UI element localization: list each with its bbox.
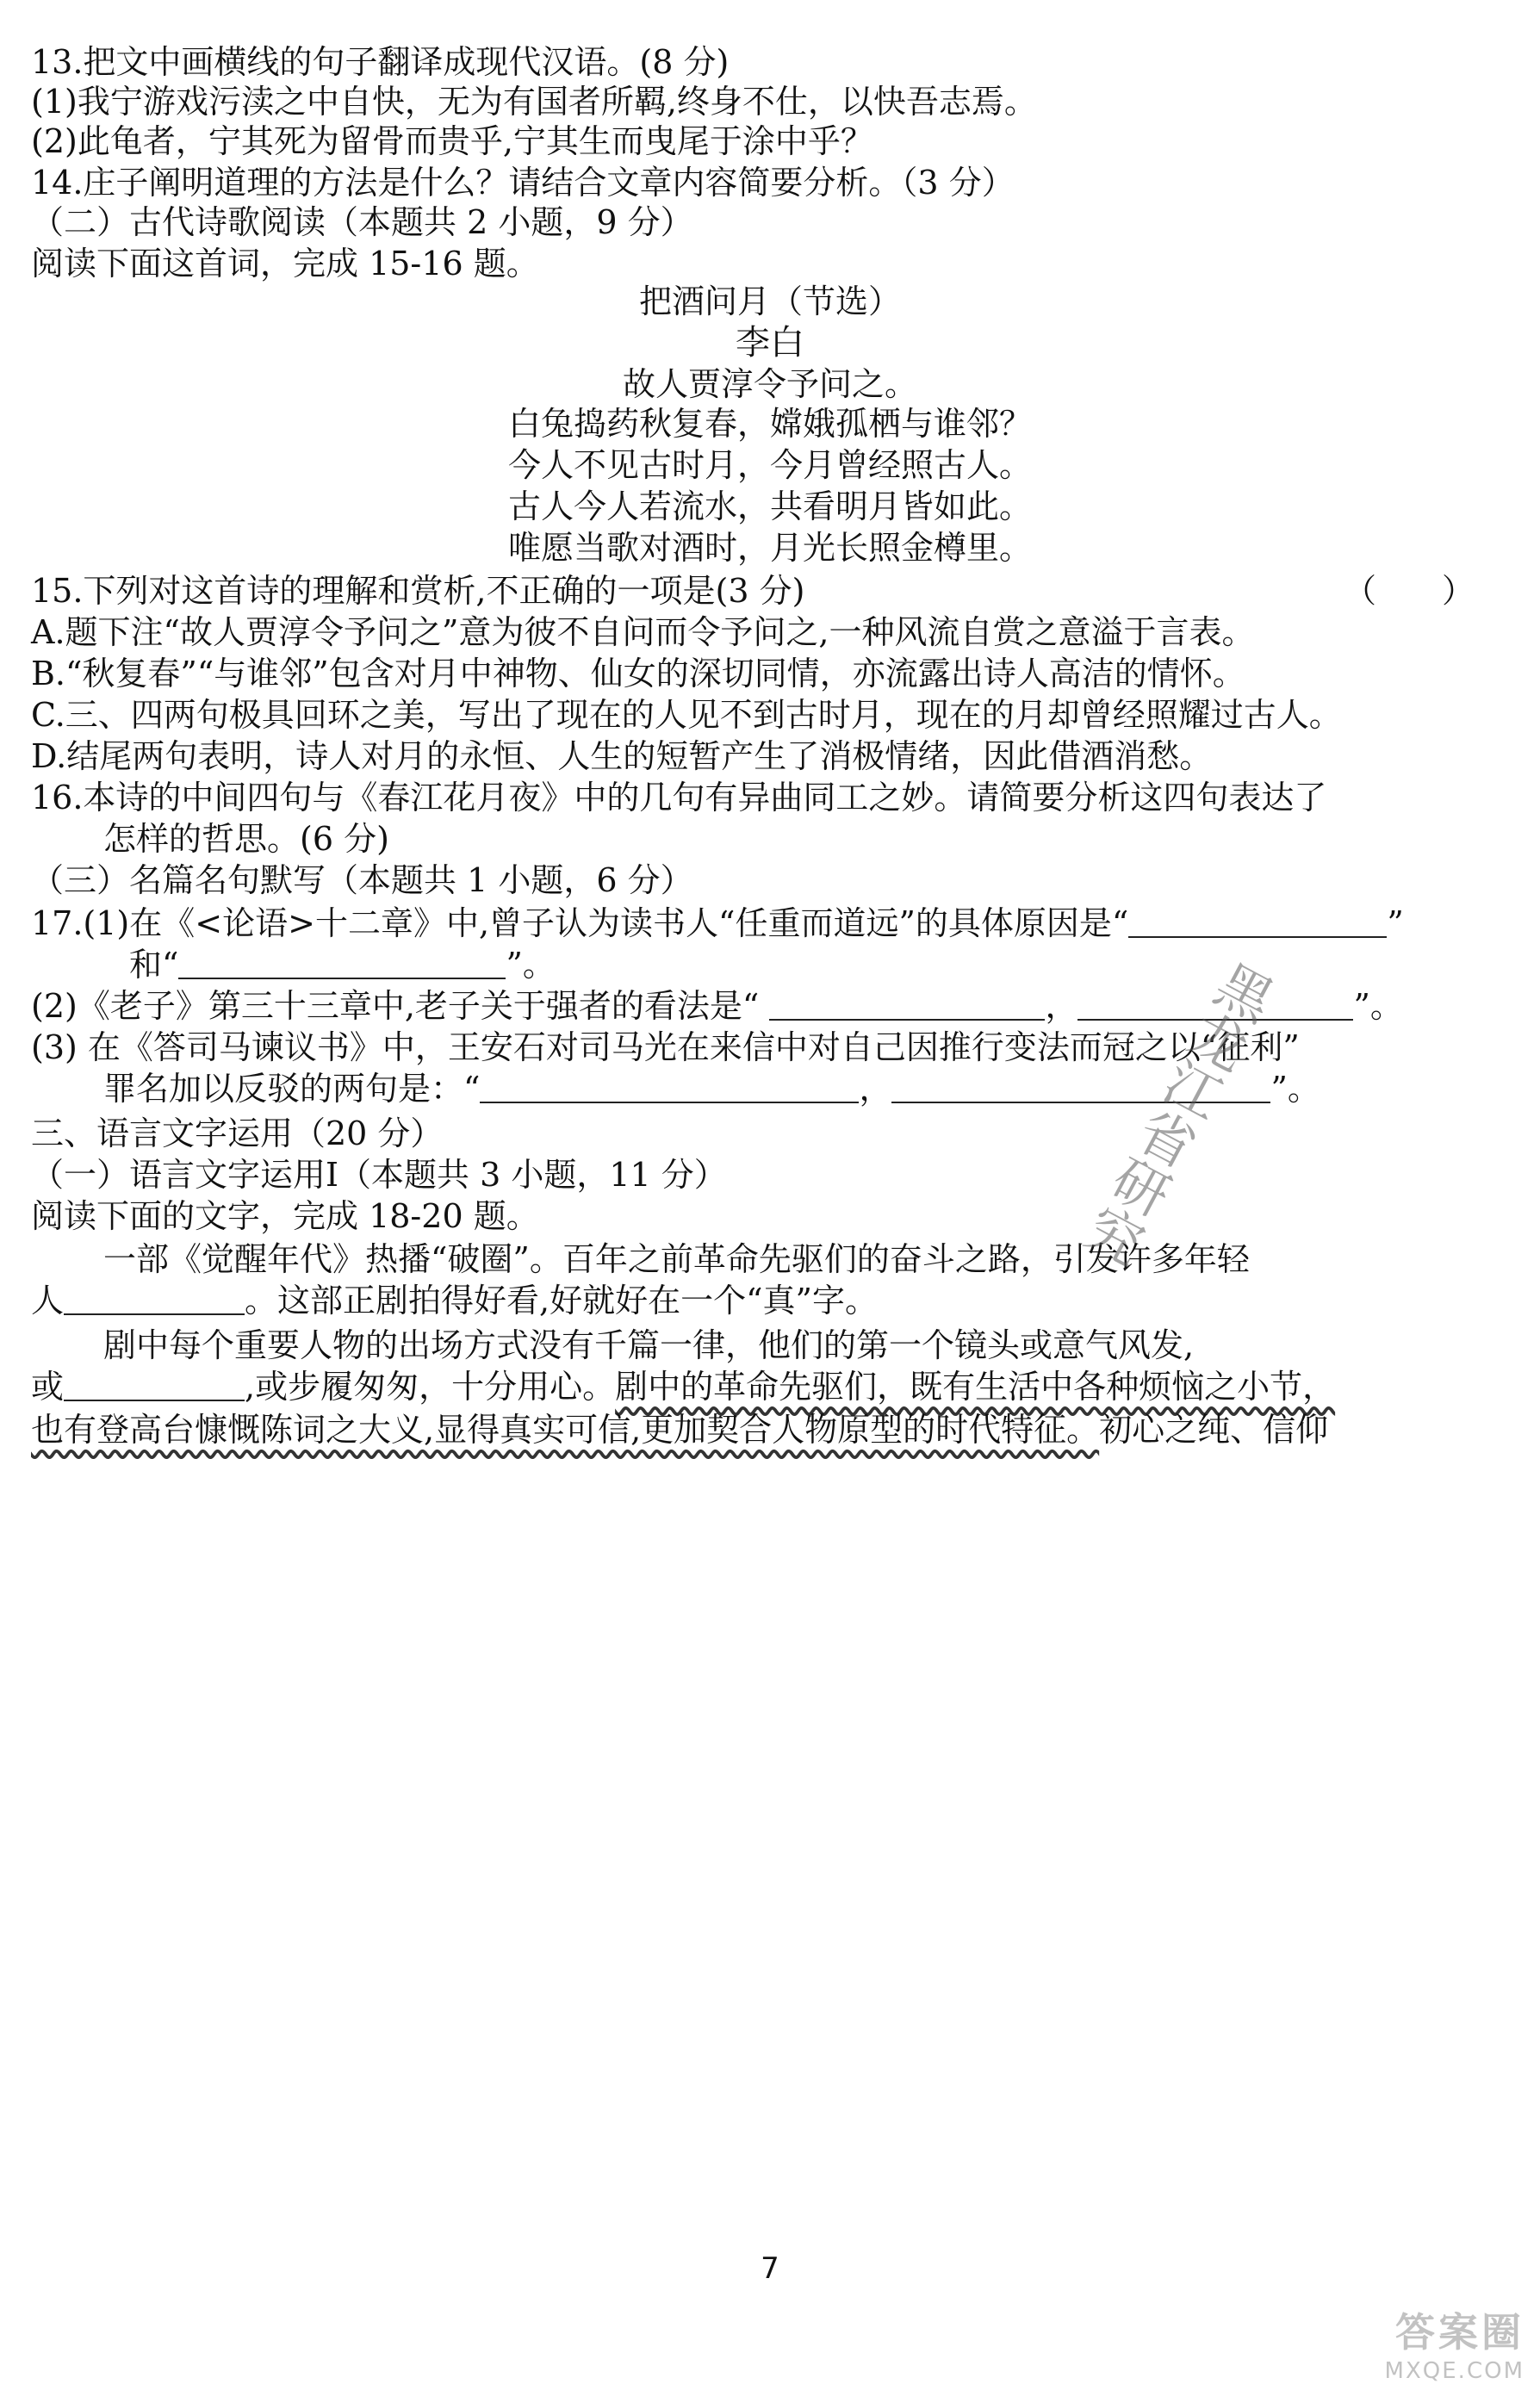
passage-p2-mid: ,或步履匆匆，十分用心。: [245, 1368, 616, 1406]
q17-part3-text: 罪名加以反驳的两句是：“: [103, 1070, 481, 1108]
q17-part1-text: 17.(1)在《<论语>十二章》中,曾子认为读书人“任重而道远”的具体原因是“: [31, 904, 1129, 942]
q17-blank-1: [1128, 905, 1387, 938]
poem-line-2: 今人不见古时月，今月曾经照古人。: [507, 446, 1032, 484]
section2-title: （二）古代诗歌阅读（本题共 2 小题，9 分）: [31, 203, 693, 241]
q17-blank-2: [178, 947, 506, 979]
passage-line-3: 剧中每个重要人物的出场方式没有千篇一律，他们的第一个镜头或意气风发,: [103, 1326, 1195, 1364]
passage-line-4: [31, 1364, 1509, 1409]
q13-sentence-1: (1)我宁游戏污渎之中自快，无为有国者所羁,终身不仕，以快吾志焉。: [31, 83, 1037, 121]
q16-line-2: 怎样的哲思。(6 分): [103, 820, 389, 858]
q15-title-row: [31, 568, 1509, 613]
poem-author: 李白: [736, 323, 804, 363]
q13-title: 13.把文中画横线的句子翻译成现代汉语。(8 分): [31, 43, 730, 81]
q17-part1-row2: [129, 942, 1509, 987]
q17-part2-comma: ，: [1045, 987, 1078, 1025]
q17-part1-close: ”: [1387, 904, 1404, 942]
q15-option-c: C.三、四两句极具回环之美，写出了现在的人见不到古时月，现在的月却曾经照耀过古人。: [31, 696, 1342, 734]
q17-blank-5: [480, 1071, 859, 1103]
part3-intro: 阅读下面的文字，完成 18-20 题。: [31, 1197, 539, 1235]
q17-part1-row: [31, 901, 1509, 946]
q17-part3-end: ”。: [1270, 1070, 1320, 1108]
q14-text: 14.庄子阐明道理的方法是什么？请结合文章内容简要分析。（3 分）: [31, 164, 1015, 202]
q15-title: 15.下列对这首诗的理解和赏析,不正确的一项是(3 分): [31, 572, 805, 610]
q15-option-d: D.结尾两句表明，诗人对月的永恒、人生的短暂产生了消极情绪，因此借酒消愁。: [31, 737, 1213, 775]
passage-line-5: [31, 1407, 1509, 1452]
passage-line-1: 一部《觉醒年代》热播“破圈”。百年之前革命先驱们的奋斗之路，引发许多年轻: [103, 1240, 1250, 1278]
q17-part2-end: ”。: [1353, 987, 1403, 1025]
passage-blank-2: [64, 1369, 245, 1401]
passage-p1-rest: 。这部正剧拍得好看,好就好在一个“真”字。: [245, 1282, 878, 1319]
poem-line-4: 唯愿当歌对酒时，月光长照金樽里。: [507, 529, 1032, 567]
q17-part3-row2: [103, 1066, 1509, 1111]
watermark-url: MXQE.COM: [1384, 2358, 1524, 2384]
poem-note: 故人贾淳令予问之。: [622, 365, 917, 403]
q15-option-b: B.“秋复春”“与谁邻”包含对月中神物、仙女的深切同情，亦流露出诗人高洁的情怀。: [31, 655, 1245, 692]
q17-part3-comma: ，: [859, 1070, 892, 1108]
part3-subsection-title: （一）语言文字运用Ⅰ（本题共 3 小题，11 分）: [31, 1156, 727, 1194]
passage-wavy-underline-2: 也有登高台慷慨陈词之大义,显得真实可信,更加契合人物原型的时代特征。: [31, 1411, 1100, 1449]
passage-blank-1: [64, 1282, 245, 1315]
q15-option-a: A.题下注“故人贾淳令予问之”意为彼不自问而令予问之,一种风流自赏之意溢于言表。: [31, 613, 1255, 651]
q15-answer-paren: （ ）: [1343, 572, 1475, 610]
poem-line-1: 白兔捣药秋复春，嫦娥孤栖与谁邻？: [507, 405, 1032, 443]
page-number: 7: [761, 2251, 779, 2286]
q17-part1-and: 和“: [129, 946, 179, 984]
q13-sentence-2: (2)此龟者，宁其死为留骨而贵乎,宁其生而曳尾于涂中乎？: [31, 122, 873, 160]
poem-line-3: 古人今人若流水，共看明月皆如此。: [507, 487, 1032, 525]
passage-wavy-underline-1: 剧中的革命先驱们，既有生活中各种烦恼之小节，: [615, 1368, 1336, 1406]
passage-line-2: [31, 1278, 1509, 1323]
q17-part2-text: (2)《老子》第三十三章中,老子关于强者的看法是“: [31, 987, 760, 1025]
poem-title: 把酒问月（节选）: [638, 282, 901, 320]
part3-title: 三、语言文字运用（20 分）: [31, 1114, 444, 1152]
watermark-logo-text: 答案圈: [1395, 2309, 1524, 2356]
passage-p1-start: 人: [31, 1282, 65, 1319]
q17-part2-row: [31, 984, 1509, 1028]
site-watermark: [1385, 2301, 1524, 2384]
q16-line-1: 16.本诗的中间四句与《春江花月夜》中的几句有异曲同工之妙。请简要分析这四句表达了: [31, 779, 1327, 816]
q17-part1-end: ”。: [506, 946, 556, 984]
section2-intro: 阅读下面这首词，完成 15-16 题。: [31, 245, 539, 282]
passage-p2-or: 或: [31, 1368, 65, 1406]
q17-blank-3: [769, 988, 1045, 1021]
watermark-stamp: 黑龙江省研究: [1070, 949, 1282, 1272]
q17-part3-line-1: (3) 在《答司马谏议书》中，王安石对司马光在来信中对自己因推行变法而冠之以“征利”: [31, 1028, 1300, 1066]
passage-p3-rest: 初心之纯、信仰: [1099, 1411, 1329, 1449]
section3-title: （三）名篇名句默写（本题共 1 小题，6 分）: [31, 861, 693, 899]
